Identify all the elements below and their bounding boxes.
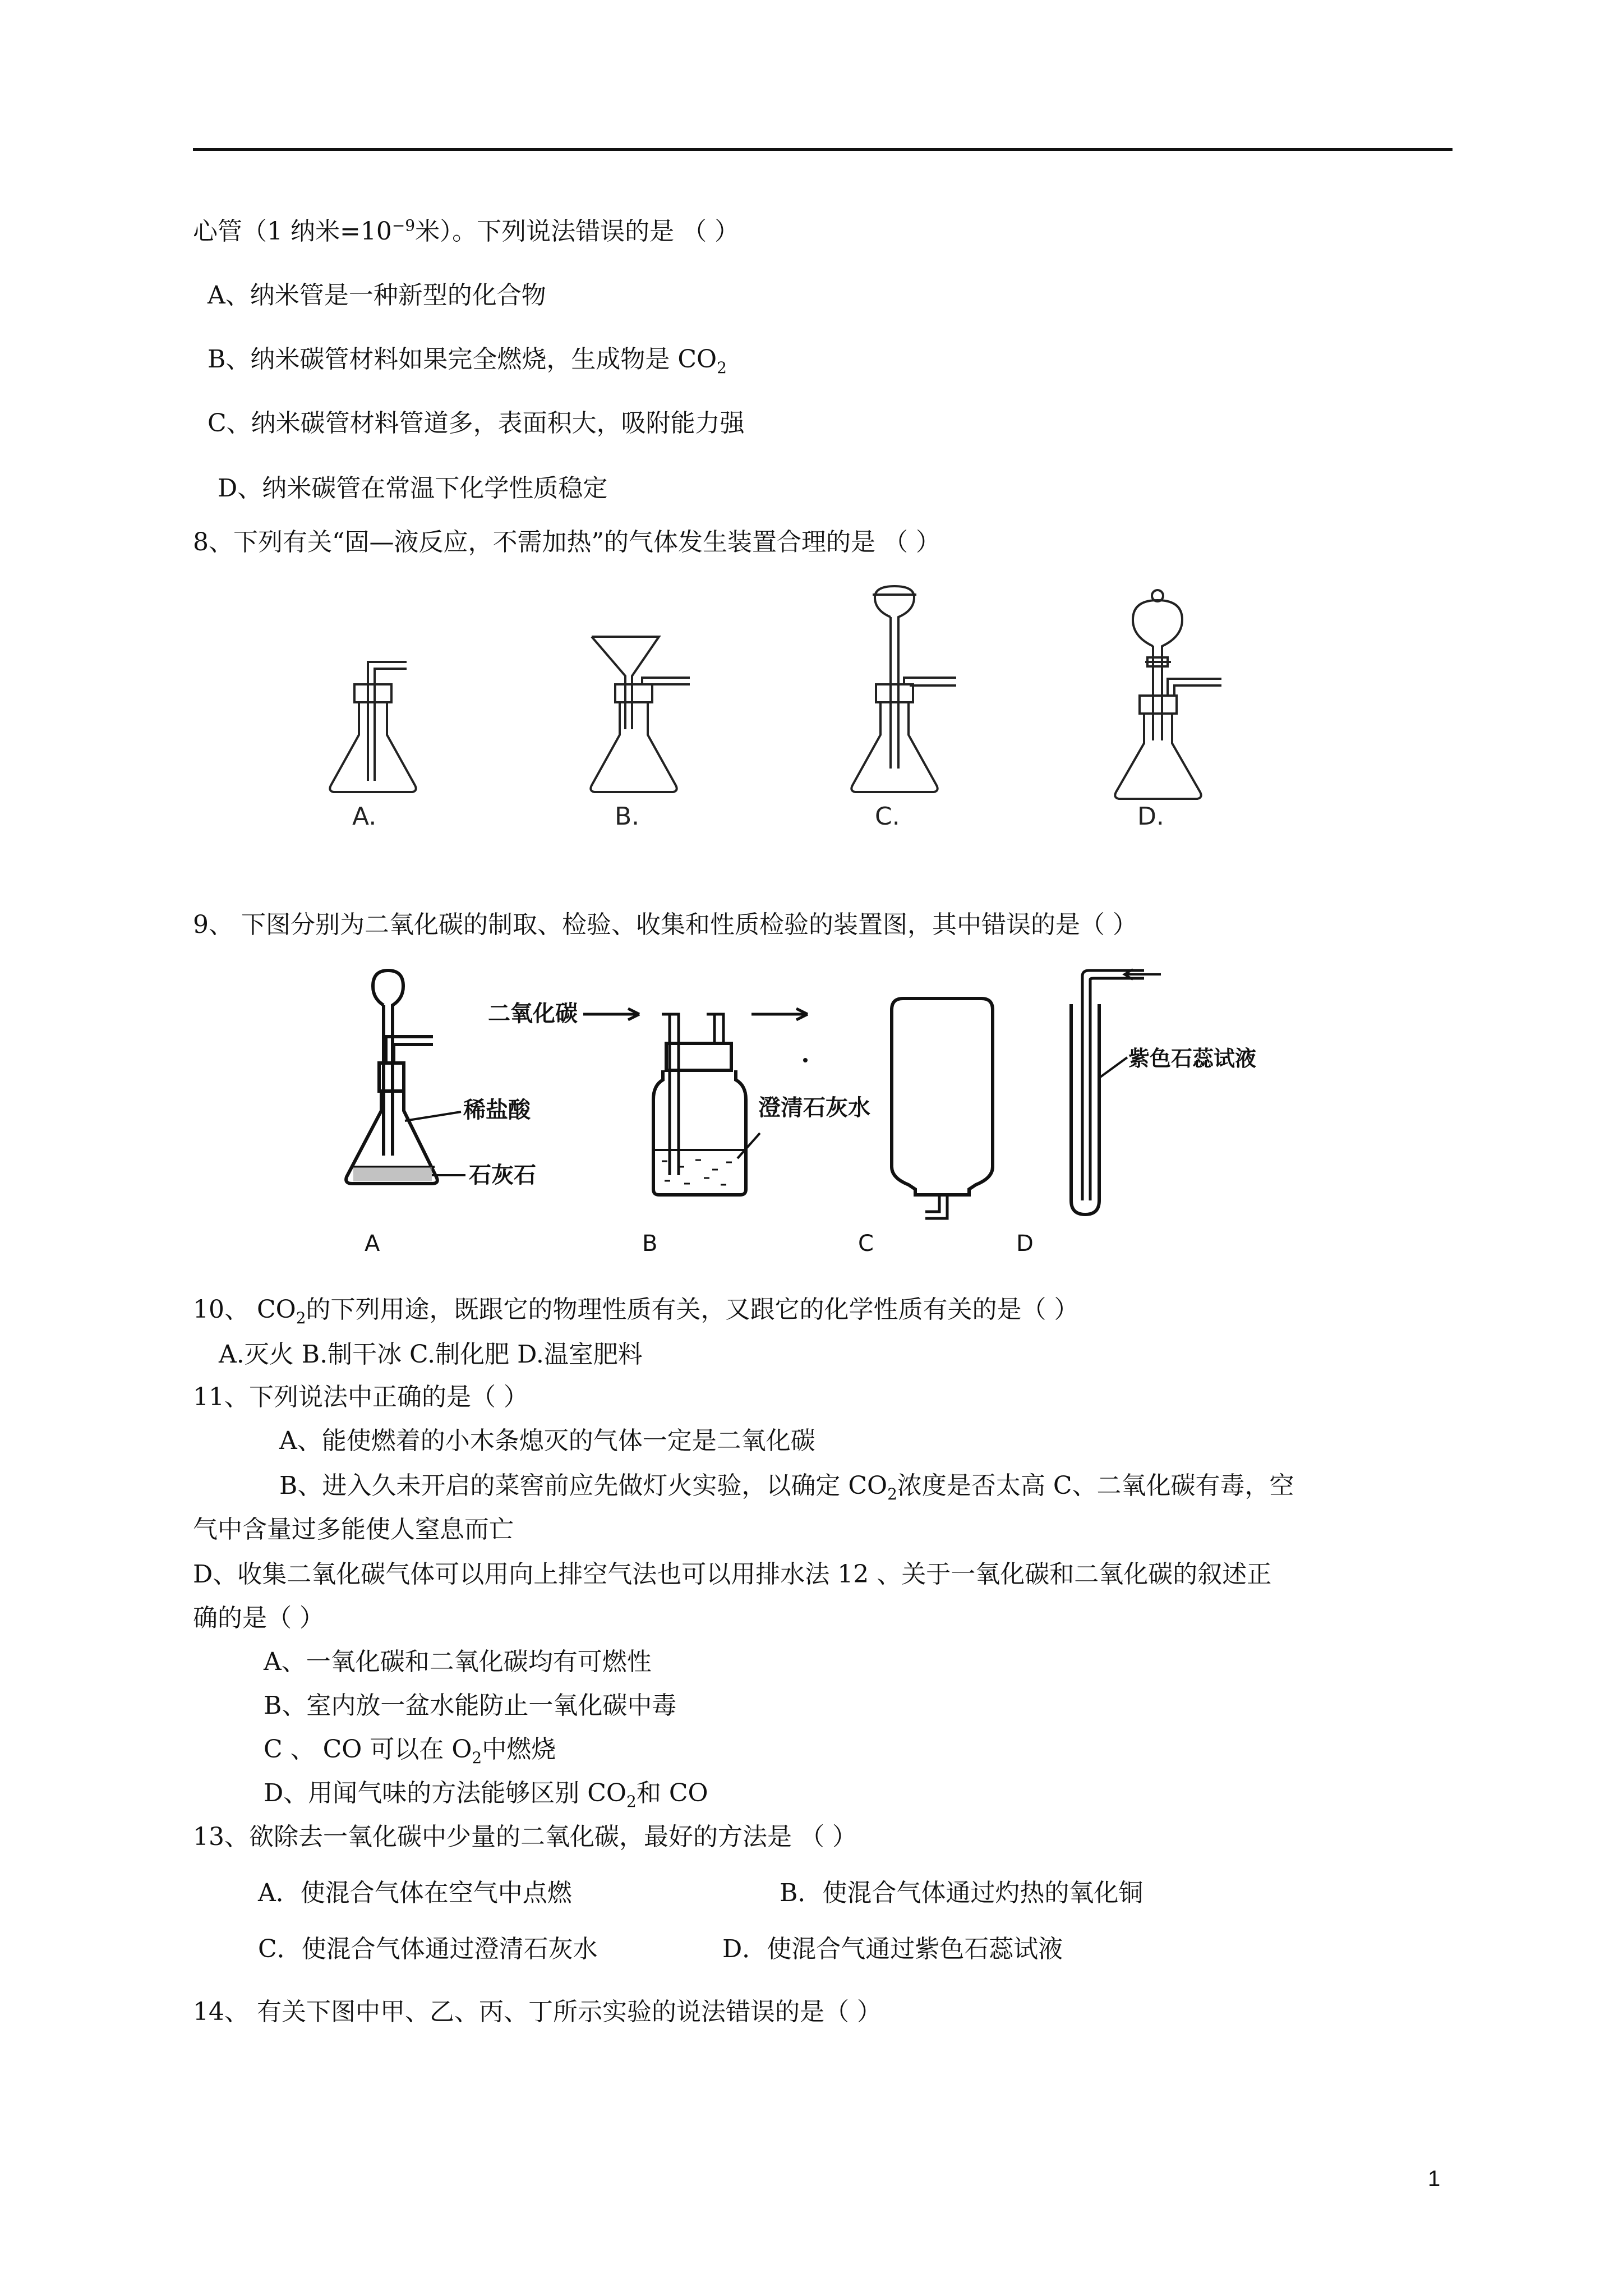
q12-option-d: D、用闻气味的方法能够区别 $CO_2$和 CO — [264, 1779, 708, 1811]
q8-flask-b — [591, 637, 690, 792]
q9-apparatus-figure — [325, 965, 1335, 1257]
q11-option-a: A、能使燃着的小木条熄灭的气体一定是二氧化碳 — [279, 1427, 815, 1455]
q7-option-d: D、纳米碳管在常温下化学性质稳定 — [218, 474, 608, 503]
q9-apparatus-a — [346, 970, 465, 1184]
q8-label-a: A. — [352, 802, 377, 831]
q9-label-litmus: 紫色石蕊试液 — [1128, 1046, 1257, 1071]
q14-stem: 14、 有关下图中甲、乙、丙、丁所示实验的说法错误的是（ ） — [193, 1998, 882, 2026]
q9-label-limewater: 澄清石灰水 — [758, 1095, 870, 1121]
q9-label-a: A — [365, 1231, 380, 1257]
q8-label-c: C. — [875, 802, 900, 831]
q9-label-acid: 稀盐酸 — [463, 1097, 531, 1123]
q11-option-b: B、进入久未开启的菜窖前应先做灯火实验，以确定 $CO_2$浓度是否太高 C、二氧化碳有毒，空 — [279, 1471, 1294, 1503]
q13-option-d: D．使混合气通过紫色石蕊试液 — [722, 1935, 1063, 1963]
q9-label-co2: 二氧化碳 — [488, 1001, 578, 1027]
q8-label-b: B. — [615, 802, 640, 831]
q9-label-limestone: 石灰石 — [469, 1162, 536, 1188]
q11-stem: 11、下列说法中正确的是（ ） — [193, 1383, 528, 1411]
q8-flask-c — [851, 586, 956, 792]
q8-label-d: D. — [1137, 802, 1164, 831]
q13-option-a: A．使混合气体在空气中点燃 — [258, 1879, 572, 1907]
page-number: 1 — [1428, 2166, 1441, 2191]
q7-option-b: B、纳米碳管材料如果完全燃烧，生成物是 $CO_2$ — [208, 345, 727, 377]
q12-option-b: B、室内放一盆水能防止一氧化碳中毒 — [264, 1691, 677, 1720]
q7-stem: 心管（1 纳米$=10^{-9}$米）。下列说法错误的是 （ ） — [193, 216, 740, 246]
q9-label-b: B — [642, 1231, 658, 1257]
q12-option-c: C 、 CO 可以在 $O_2$中燃烧 — [264, 1735, 556, 1767]
q10-stem: 10、 $CO_2$的下列用途，既跟它的物理性质有关，又跟它的化学性质有关的是（ ） — [193, 1295, 1079, 1327]
q12-stem-cont: 确的是（ ） — [193, 1604, 324, 1632]
q13-option-b: B．使混合气体通过灼热的氧化铜 — [780, 1879, 1144, 1907]
header-rule — [193, 148, 1453, 151]
q9-label-c: C — [858, 1231, 874, 1257]
q11-option-d: D、收集二氧化碳气体可以用向上排空气法也可以用排水法 12 、关于一氧化碳和二氧化碳的叙述正 — [193, 1560, 1272, 1589]
q8-flask-a — [330, 662, 416, 792]
q9-apparatus-b — [653, 1014, 760, 1195]
q8-flask-d — [1115, 590, 1221, 799]
q13-stem: 13、欲除去一氧化碳中少量的二氧化碳，最好的方法是 （ ） — [193, 1823, 857, 1851]
q7-option-a: A、纳米管是一种新型的化合物 — [208, 281, 546, 310]
q10-options: A.灭火 B.制干冰 C.制化肥 D.温室肥料 — [219, 1340, 643, 1369]
q9-apparatus-d — [1071, 969, 1161, 1214]
q13-option-c: C．使混合气体通过澄清石灰水 — [258, 1935, 598, 1963]
q9-label-d: D — [1016, 1231, 1034, 1257]
q8-stem: 8、下列有关“固—液反应，不需加热”的气体发生装置合理的是 （ ） — [193, 528, 940, 556]
q12-option-a: A、一氧化碳和二氧化碳均有可燃性 — [264, 1648, 652, 1676]
q7-option-c: C、纳米碳管材料管道多，表面积大，吸附能力强 — [208, 409, 745, 438]
q9-apparatus-c — [892, 999, 993, 1218]
q9-stem: 9、 下图分别为二氧化碳的制取、检验、收集和性质检验的装置图，其中错误的是（ ） — [193, 910, 1137, 939]
q11-option-b-cont: 气中含量过多能使人窒息而亡 — [193, 1515, 514, 1544]
q8-apparatus-figure — [314, 583, 1267, 853]
